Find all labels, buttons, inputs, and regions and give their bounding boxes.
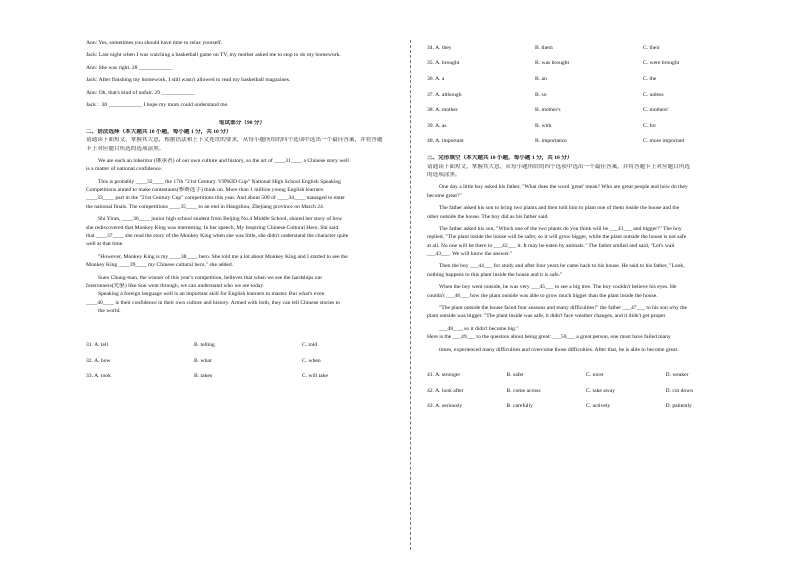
passage-line: Monkey King ____39____ my Chinese cultural hero," she added. [86, 262, 234, 269]
passage-line: One day a little boy asked his father, "What does the word 'great' mean? Who are great people and how do they [439, 184, 688, 191]
option[interactable]: 37. A. although [427, 91, 462, 98]
passage-line: Here is the ___49___ to the question about being great: ___50___ a great person, one must have failed many [427, 334, 671, 341]
passage-line: nothing happens to this plant inside the house and it is safe." [427, 271, 563, 278]
passage-line: well at that time. [86, 241, 124, 248]
option[interactable]: 31. A. tell [86, 342, 109, 349]
option[interactable]: 40. A. important [427, 138, 464, 145]
instruction-line: 请通读下面短文，掌握其大意，根据语法和上下文连贯的要求，从每小题所给的四个选项中选出一个最佳答案，并将答题 [86, 137, 383, 144]
options-row [427, 40, 745, 56]
options-row [427, 367, 745, 383]
option[interactable]: B. takes [194, 373, 213, 380]
option[interactable]: D. patiently [665, 403, 692, 410]
instruction-line: 请通读下面短文，掌握其大意，从每小题所给的四个选项中选出一个最佳答案，并将答题卡上对应题目所选 [427, 163, 690, 170]
passage-line: When the boy went outside, he was very ___45___ to see a big tree. The boy couldn't believe his eyes. He [439, 284, 677, 291]
passage-line: forerunners(先驱) like Sun went through, we can understand who we are today. [86, 282, 265, 289]
option[interactable]: D. cut down [665, 387, 693, 394]
option[interactable]: 41. A. stronger [427, 372, 461, 379]
dialog-line: Ann: Yes, sometimes you should have time to relax yourself. [86, 40, 223, 46]
option[interactable]: B. was brought [535, 60, 570, 67]
passage-line: Then the boy ___44___ for study and after four years he came back to his house. He said to his father, "Look, [439, 263, 685, 270]
passage-line: at all. No one will be there to ___42___ it. It may be eaten by animals." The father smiled and said, "Let's wait [427, 242, 675, 249]
options-table [86, 337, 398, 384]
option[interactable]: B. come across [506, 387, 541, 394]
option[interactable]: 35. A. brought [427, 60, 460, 67]
option[interactable]: B. with [535, 122, 552, 129]
option[interactable]: B. carefully [506, 403, 533, 410]
passage-line: Suen Chung-man, the winner of this year's competition, believes that when we see the hardships our [98, 274, 323, 281]
option[interactable]: 34. A. they [427, 44, 452, 51]
option[interactable]: C. take away [586, 387, 616, 394]
options-row [86, 337, 398, 353]
passage-line: times, experienced many difficulties and overcome those difficulties. After that, he is able to become great. [439, 346, 679, 353]
options-row [427, 102, 745, 118]
option[interactable]: B. them [535, 44, 553, 51]
passage-line: that ____37____ she read the story of the Monkey King when she was little, she didn't understand the character quite [86, 233, 349, 240]
option[interactable]: B. mother's [535, 107, 561, 114]
passage-line: We are each an inheritor (继承者) of our own culture and history, so the art of ____31____ a Chinese story well [98, 157, 349, 164]
left-column [86, 40, 398, 384]
passage-line [427, 355, 745, 363]
passage-line: Shi Yiran, ____36____ junior high school student from Beijing No.4 Middle School, shared her story of how [98, 216, 343, 223]
option[interactable]: C. when [302, 357, 321, 364]
option[interactable]: 42. A. look after [427, 387, 464, 394]
passage-line: ____40____ is their confidence in their own culture and history. Armed with both, they can tell Chinese stories to [86, 299, 341, 306]
option[interactable]: 39. A. as [427, 122, 447, 129]
passage-line: "However, Monkey King is my ____38____ hero. She told me a lot about Monkey King and I started to see the [98, 253, 348, 260]
dialog-line: Ann: She was right. 28 ____________ [86, 64, 173, 71]
passage-line: "The plant outside the house faced four seasons and many difficulties!" the father ___47___ to his son why the [439, 305, 688, 312]
passage-line: is a matter of national confidence. [86, 166, 163, 173]
dialog-line: Jack: Last night when I was watching a basketball game on TV, my mother asked me to stop to do my homework. [86, 52, 341, 59]
passage-line: she rediscovered that Monkey King was interesting. In her speech, My Inspiring Chinese Cultural Hero, Shi said [86, 224, 339, 231]
options-row [427, 134, 745, 150]
options-table [427, 367, 745, 414]
option[interactable]: B. an [535, 75, 547, 82]
options-row [427, 383, 745, 399]
passage-line: ___48___, so it didn't become big." [439, 325, 519, 332]
passage-line: The father asked his son, "Which one of the two plants do you think will be ___41___ and bigger?" The boy [439, 225, 682, 232]
passage-line [86, 317, 398, 325]
options-row [427, 399, 745, 415]
option[interactable]: 32. A. how [86, 357, 111, 364]
option[interactable]: 43. A. seriously [427, 403, 463, 410]
passage-line: the national finals. The competitions ____35____ to an end in Hangzhou, Zhejiang province on March 24. [86, 203, 325, 210]
passage-line: ____33____ part in the "21st Century Cup" competitions this year. And about 500 of ____34____ managed to enter [86, 195, 346, 202]
option[interactable]: C. were brought [643, 60, 680, 67]
option[interactable]: B. so [535, 91, 547, 98]
passage-line: The father asked his son to bring two plants and then told him to plant one of them inside the house and the [439, 205, 680, 212]
options-row [427, 56, 745, 72]
passage-line: replied, "The plant inside the house will be safer, so it will grow bigger, while the plant outside the house is not safe [427, 234, 687, 241]
passage-line: become great?" [427, 192, 462, 199]
option[interactable]: C. told [302, 342, 318, 349]
option[interactable]: B. safer [506, 372, 524, 379]
option[interactable]: C. for [643, 122, 657, 129]
dialog-line: Jack: After finishing my homework, I still wasn't allowed to read my basketball magazines. [86, 77, 291, 84]
option[interactable]: 36. A. a [427, 75, 445, 82]
passage-line: This is probably ____32____ the 17th "21st Century. VIPKID Cup" National High School English Speaking [98, 178, 341, 185]
option[interactable]: C. will take [302, 373, 328, 380]
dialog-line: Jack：30 ____________ I hope my mom could understand me. [86, 101, 229, 108]
option[interactable]: B. what [194, 357, 212, 364]
passage-line: the world. [98, 308, 121, 315]
column-divider [410, 40, 411, 550]
options-row [86, 353, 398, 369]
instruction-line: 的选项涂黑。 [427, 171, 461, 178]
passage-line [86, 325, 398, 333]
options-table [427, 40, 745, 149]
options-row [86, 369, 398, 385]
passage-line: Speaking a foreign language well is an important skill for English learners to master. But what's even [98, 291, 325, 298]
option[interactable]: C. nicer [586, 372, 604, 379]
instruction-line: 卡上对应题目所选的选项涂黑。 [86, 145, 165, 152]
options-row [427, 71, 745, 87]
passage-line: ___43___. We will know the answer." [427, 251, 513, 258]
passage-line: plant outside was bigger. "The plant inside was safe, it didn't face weather changes, and it didn't get proper [427, 313, 666, 320]
section-title: 笔试部分（90 分） [218, 120, 266, 127]
passage-line: other outside the house. The boy did as his father said. [427, 213, 549, 220]
option[interactable]: C. the [643, 75, 657, 82]
dialog-line: Ann: Oh, that's kind of unfair. 29 ____________ [86, 89, 195, 96]
options-row [427, 118, 745, 134]
option[interactable]: B. importance [535, 138, 567, 145]
passage-line: couldn't ___46___ how the plant outside was able to grow much bigger than the plant inside the house. [427, 292, 658, 299]
option[interactable]: C. actively [586, 403, 611, 410]
passage-line: Competitions aimed to make contestants(参赛选手) think on. More than 1 million young English learners [86, 187, 324, 194]
option[interactable]: D. weaker [665, 372, 689, 379]
part-heading: 三、完形填空（本大题共 10 小题，每小题 1 分，共 10 分） [427, 155, 573, 162]
option[interactable]: 38. A. mother [427, 107, 458, 114]
option[interactable]: C. more important [643, 138, 685, 145]
right-column [427, 40, 745, 414]
option[interactable]: C. mothers' [643, 107, 669, 114]
part-heading: 二、语法选择（本大题共 10 小题，每小题 1 分，共 10 分） [86, 128, 232, 135]
option[interactable]: C. their [643, 44, 660, 51]
option[interactable]: C. unless [643, 91, 664, 98]
option[interactable]: 33. A. took [86, 373, 111, 380]
options-row [427, 87, 745, 103]
option[interactable]: B. telling [194, 342, 215, 349]
